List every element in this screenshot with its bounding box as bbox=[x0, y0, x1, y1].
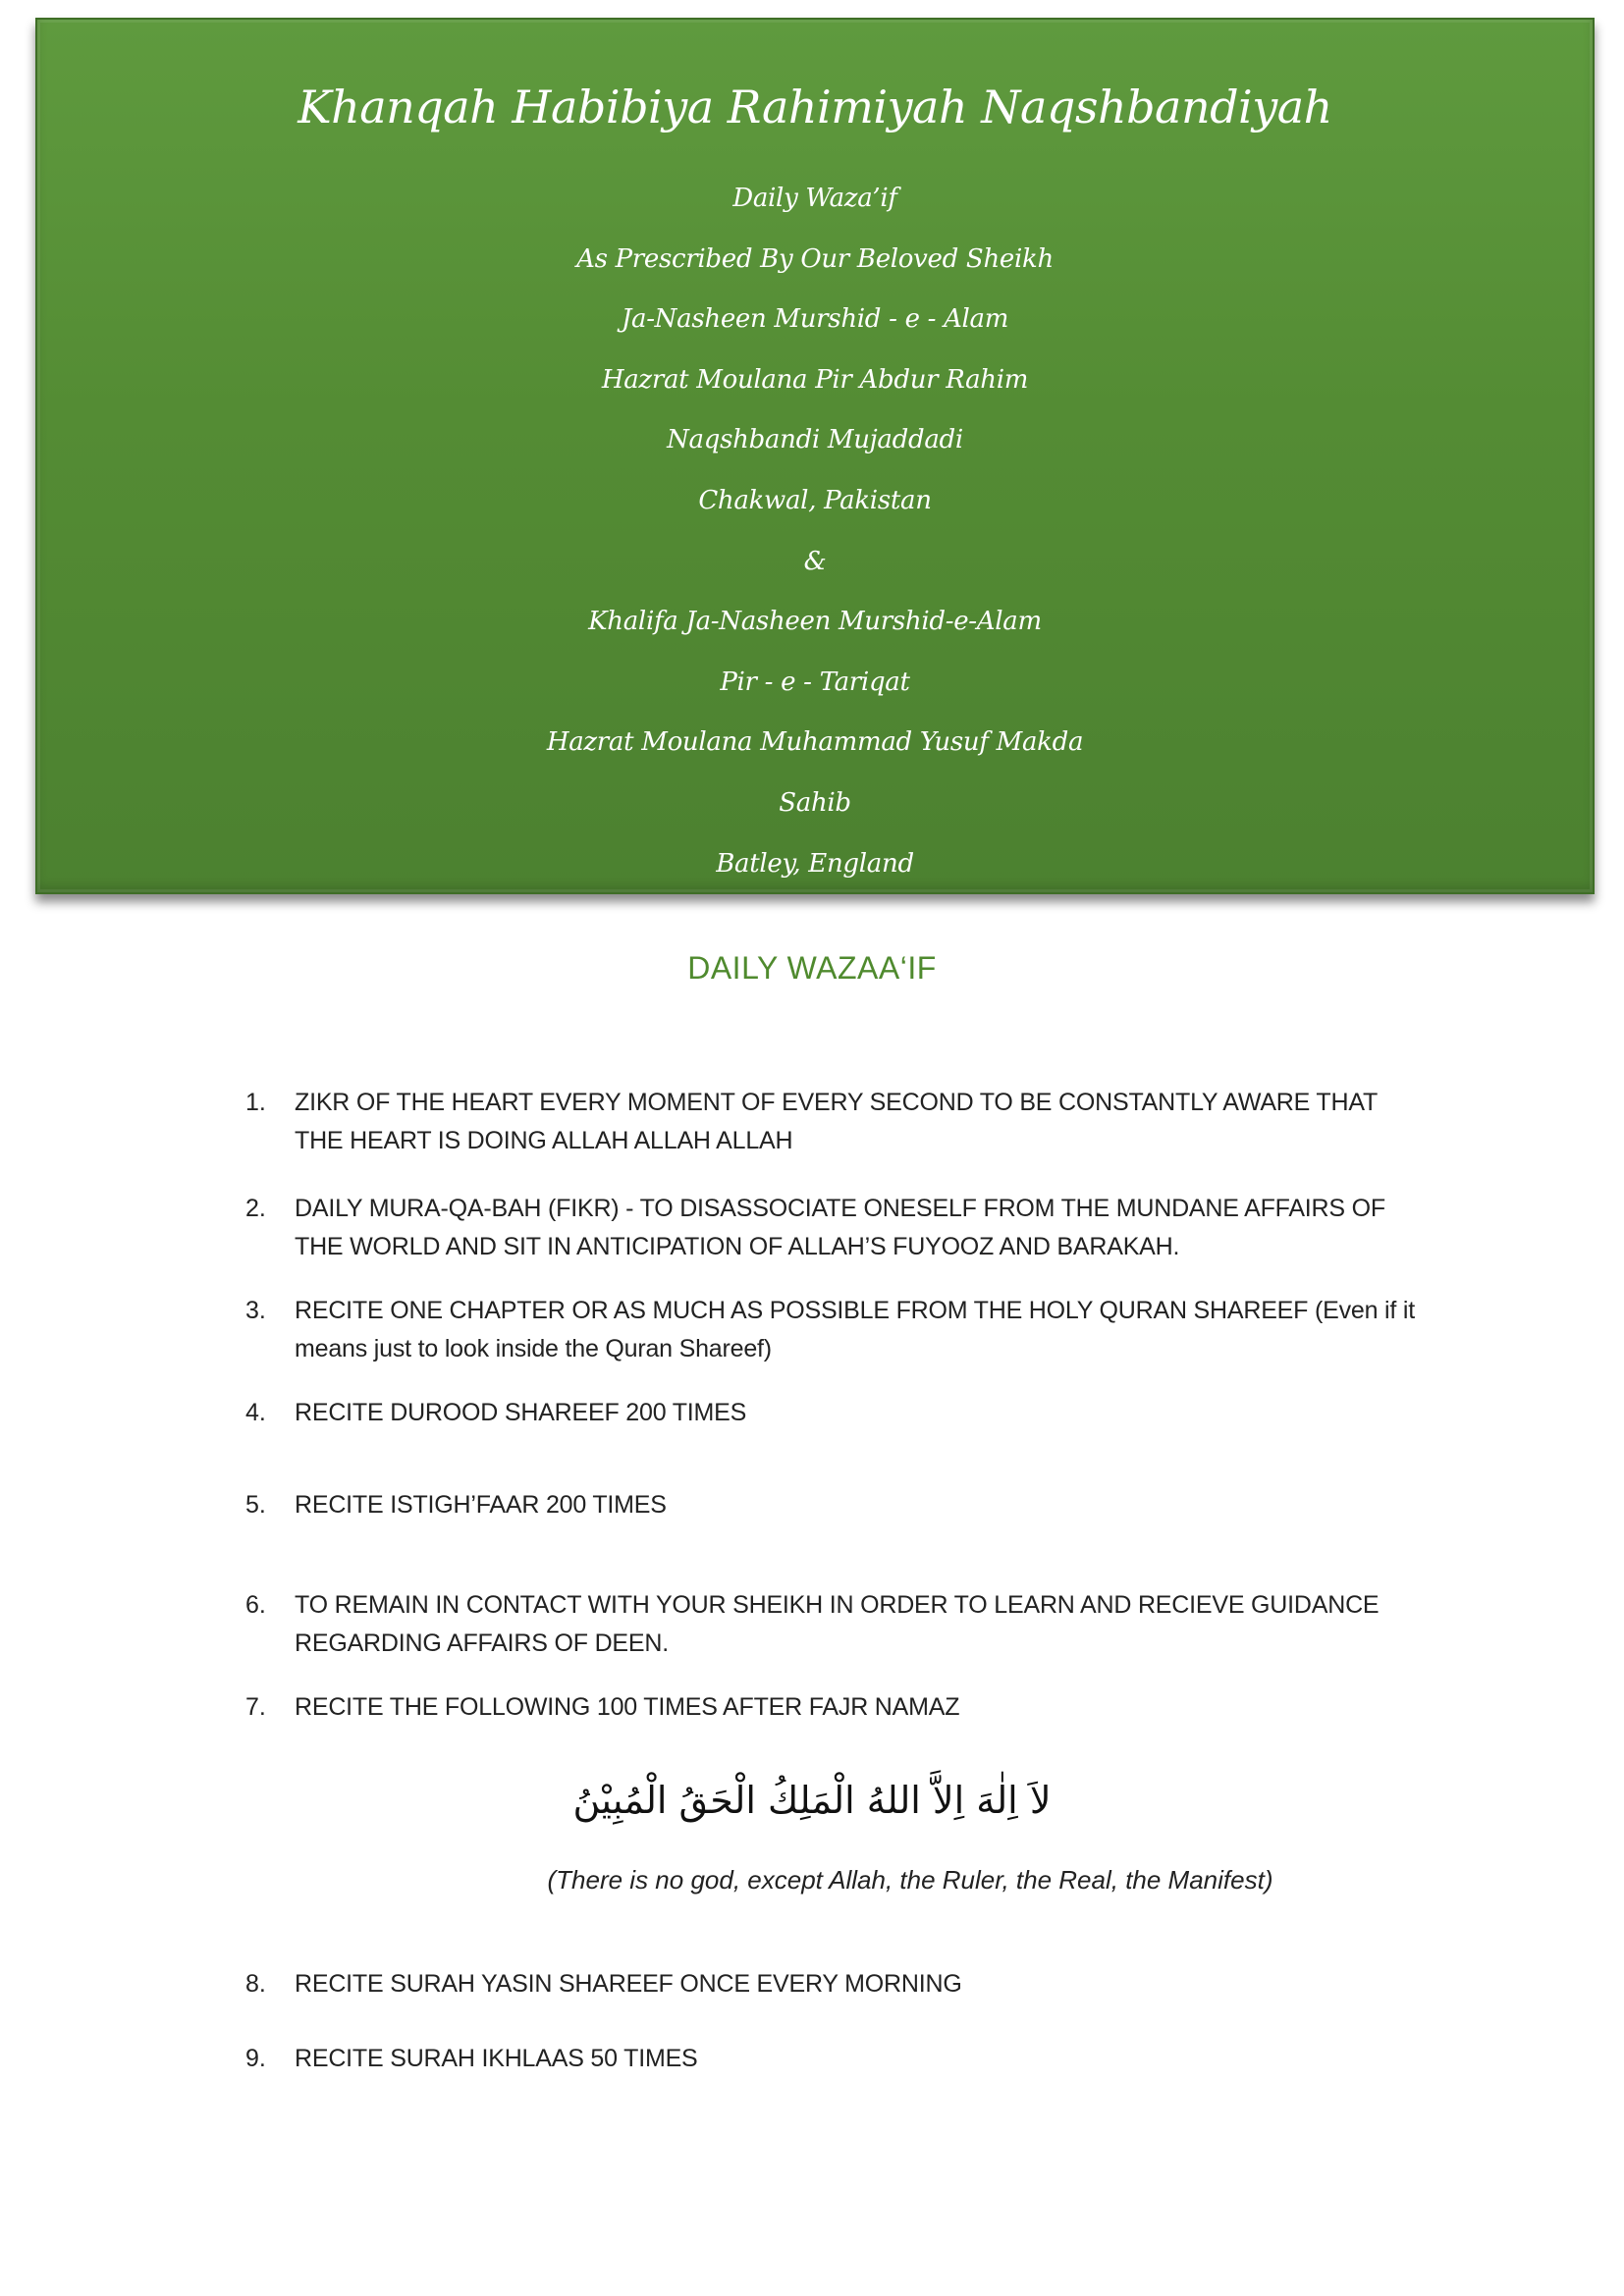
section-heading: DAILY WAZAA‘IF bbox=[687, 950, 937, 986]
banner-line: Ja-Nasheen Murshid - e - Alam bbox=[621, 304, 1009, 335]
item-number: 1. bbox=[245, 1089, 266, 1116]
item-text: DAILY MURA-QA-BAH (FIKR) - TO DISASSOCIATE ONESELF FROM THE MUNDANE AFFAIRS OF THE WORLD AND SIT IN ANTICIPATION OF ALLAH’S FUYOOZ AND BARAKAH. bbox=[295, 1195, 1385, 1260]
banner-line: Khalifa Ja-Nasheen Murshid-e-Alam bbox=[588, 607, 1042, 637]
banner-line: Chakwal, Pakistan bbox=[698, 485, 932, 515]
arabic-supplication: لاَ اِلٰهَ اِلاَّ اللهُ الْمَلِكُ الْحَقُ الْمُبِيْنُ bbox=[572, 1779, 1052, 1822]
item-number: 6. bbox=[245, 1591, 266, 1619]
banner-line: As Prescribed By Our Beloved Sheikh bbox=[576, 243, 1054, 274]
item-number: 7. bbox=[245, 1693, 266, 1721]
banner-line: Hazrat Moulana Pir Abdur Rahim bbox=[601, 364, 1029, 395]
item-number: 8. bbox=[245, 1970, 266, 1998]
item-text: RECITE ONE CHAPTER OR AS MUCH AS POSSIBLE FROM THE HOLY QURAN SHAREEF (Even if it means just to look inside the Quran Shareef) bbox=[295, 1297, 1415, 1362]
item-text: RECITE SURAH IKHLAAS 50 TIMES bbox=[295, 2045, 698, 2072]
banner-line: Pir - e - Tariqat bbox=[720, 667, 910, 697]
item-text: RECITE THE FOLLOWING 100 TIMES AFTER FAJR NAMAZ bbox=[295, 1693, 960, 1721]
item-number: 4. bbox=[245, 1399, 266, 1426]
supplication-translation: (There is no god, except Allah, the Ruler, the Real, the Manifest) bbox=[547, 1865, 1273, 1895]
item-text: RECITE ISTIGH’FAAR 200 TIMES bbox=[295, 1491, 667, 1519]
item-text: RECITE DUROOD SHAREEF 200 TIMES bbox=[295, 1399, 747, 1426]
banner-line: Batley, England bbox=[716, 848, 914, 879]
item-text: TO REMAIN IN CONTACT WITH YOUR SHEIKH IN ORDER TO LEARN AND RECIEVE GUIDANCE REGARDING AFFAIRS OF DEEN. bbox=[295, 1591, 1380, 1657]
header-banner bbox=[35, 18, 1595, 894]
banner-lines bbox=[37, 169, 1593, 894]
item-number: 5. bbox=[245, 1491, 266, 1519]
banner-line: Naqshbandi Mujaddadi bbox=[667, 425, 963, 455]
item-number: 3. bbox=[245, 1297, 266, 1324]
banner-line: & bbox=[803, 546, 827, 576]
banner-line: Hazrat Moulana Muhammad Yusuf Makda bbox=[546, 727, 1084, 758]
banner-line: Daily Waza’if bbox=[732, 184, 897, 213]
item-number: 2. bbox=[245, 1195, 266, 1222]
banner-title: Khanqah Habibiya Rahimiyah Naqshbandiyah bbox=[298, 80, 1332, 133]
item-number: 9. bbox=[245, 2045, 266, 2072]
item-text: RECITE SURAH YASIN SHAREEF ONCE EVERY MORNING bbox=[295, 1970, 962, 1998]
banner-line: Sahib bbox=[779, 787, 851, 818]
item-text: ZIKR OF THE HEART EVERY MOMENT OF EVERY SECOND TO BE CONSTANTLY AWARE THAT THE HEART IS DOING ALLAH ALLAH ALLAH bbox=[295, 1089, 1378, 1154]
